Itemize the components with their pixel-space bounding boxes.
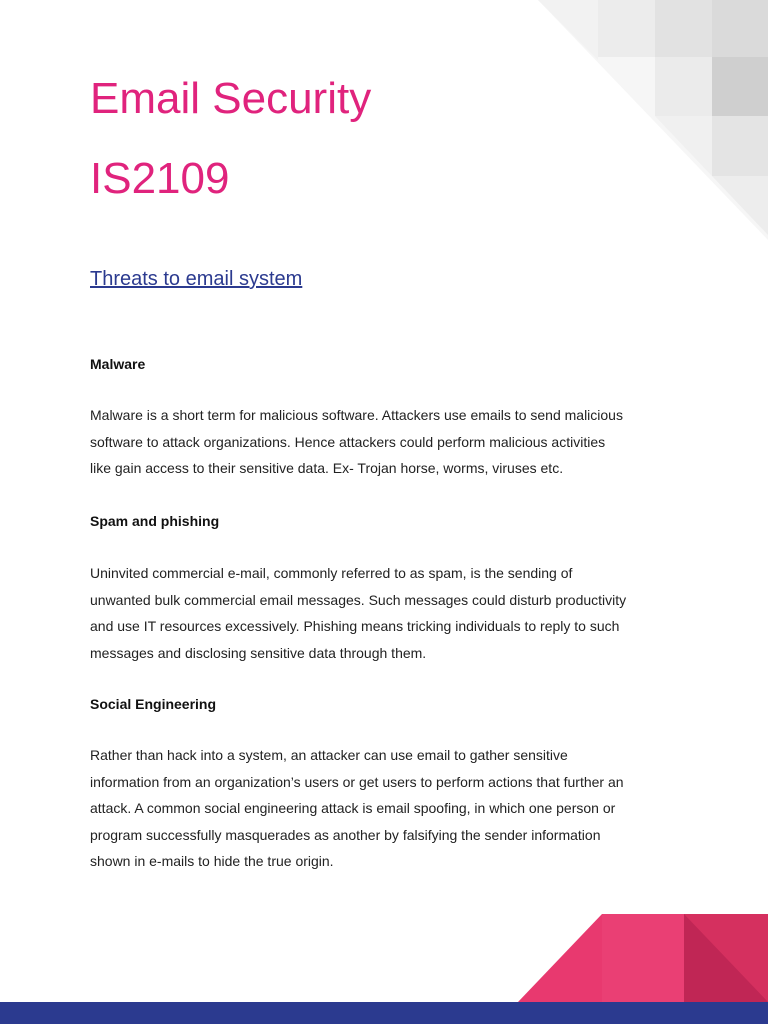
paragraph-line: Rather than hack into a system, an attacker can use email to gather sensitive bbox=[90, 747, 568, 763]
paragraph-line: information from an organization’s users or get users to perform actions that further an bbox=[90, 773, 624, 790]
subheading-malware: Malware bbox=[90, 356, 146, 372]
paragraph-line: software to attack organizations. Hence attackers could perform malicious activities bbox=[90, 433, 606, 450]
paragraph-line: shown in e-mails to hide the true origin. bbox=[90, 853, 334, 869]
paragraph-spam-phishing bbox=[90, 560, 690, 666]
paragraph-line: unwanted bulk commercial email messages. Such messages could disturb productivity bbox=[90, 591, 627, 608]
top-right-gray-pattern bbox=[538, 0, 768, 240]
paragraph-line: attack. A common social engineering attack is email spoofing, in which one person or bbox=[90, 800, 616, 816]
paragraph-line: Uninvited commercial e-mail, commonly referred to as spam, is the sending of bbox=[90, 565, 573, 581]
paragraph-social-engineering bbox=[90, 742, 690, 875]
page-title: Email Security bbox=[90, 74, 372, 123]
paragraph-line: program successfully masquerades as another by falsifying the sender information bbox=[90, 826, 601, 843]
paragraph-line: messages and disclosing sensitive data through them. bbox=[90, 644, 427, 661]
paragraph-malware bbox=[90, 402, 690, 482]
footer-bar bbox=[0, 1002, 768, 1024]
subheading-spam-phishing: Spam and phishing bbox=[90, 513, 220, 529]
subheading-social-engineering: Social Engineering bbox=[90, 696, 217, 712]
paragraph-line: like gain access to their sensitive data. Ex- Trojan horse, worms, viruses etc. bbox=[90, 460, 564, 476]
paragraph-line: Malware is a short term for malicious software. Attackers use emails to send malicious bbox=[90, 407, 623, 423]
course-code: IS2109 bbox=[90, 154, 230, 203]
section-heading: Threats to email system bbox=[90, 268, 303, 290]
paragraph-line: and use IT resources excessively. Phishing means tricking individuals to reply to such bbox=[90, 618, 620, 634]
